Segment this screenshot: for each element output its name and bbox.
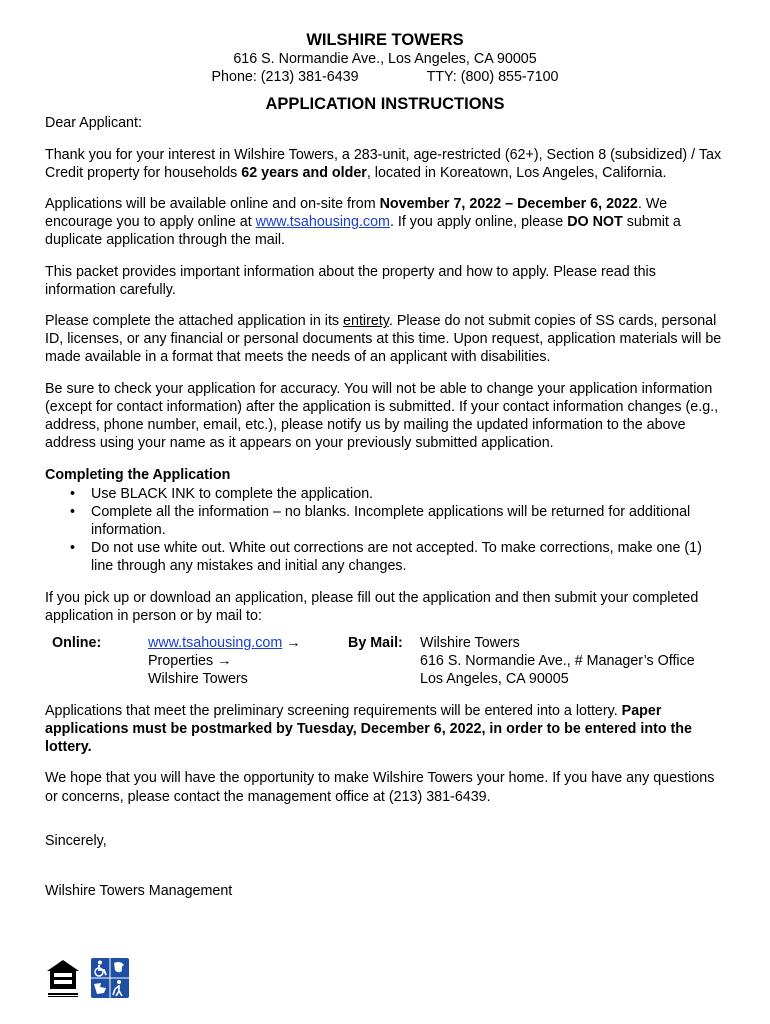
online-step-property: Wilshire Towers xyxy=(148,671,248,688)
paragraph-accuracy: Be sure to check your application for accuracy. You will not be able to change your application information (except for contact information) after the application is submitted. If your contact information changes (e.g., address, phone number, email, etc.), please notify us by mailing the updated information to the above address using your name as it appears on your previously submitted application. xyxy=(45,380,719,452)
section-heading: Completing the Application xyxy=(45,467,231,484)
paragraph-availability: Applications will be available online and on-site from November 7, 2022 – December 6, 2022. We encourage you to apply online at www.tsahousing.com. If you apply online, please DO NOT submit a duplicate application through the mail. xyxy=(45,196,681,249)
property-address: 616 S. Normandie Ave., Los Angeles, CA 90005 xyxy=(233,51,537,67)
mail-address: Wilshire Towers 616 S. Normandie Ave., # Manager’s Office Los Angeles, CA 90005 xyxy=(420,635,695,688)
list-item: • Do not use white out. White out corrections are not accepted. To make corrections, make one (1) line through any mistakes and initial any changes. xyxy=(91,539,725,575)
submission-methods xyxy=(52,634,725,689)
phone-number: Phone: (213) 381-6439 xyxy=(211,69,359,86)
signature: Wilshire Towers Management xyxy=(45,882,233,899)
list-item: • Complete all the information – no blanks. Incomplete applications will be returned for additional information. xyxy=(91,503,725,539)
property-name: WILSHIRE TOWERS xyxy=(306,31,464,49)
equal-housing-opportunity-icon xyxy=(45,958,81,1003)
paragraph-intro: Thank you for your interest in Wilshire Towers, a 283-unit, age-restricted (62+), Section 8 (subsidized) / Tax Credit property for households 62 years and older, located in Koreatown, Los Angeles, California. xyxy=(45,146,722,181)
mail-label: By Mail: xyxy=(348,635,403,652)
closing: Sincerely, xyxy=(45,832,107,849)
tsahousing-link[interactable]: www.tsahousing.com xyxy=(255,214,390,231)
tty-number: TTY: (800) 855-7100 xyxy=(426,69,559,86)
online-label: Online: xyxy=(52,635,102,652)
paragraph-complete: Please complete the attached application in its entirety. Please do not submit copies of SS cards, personal ID, licenses, or any financial or personal documents at this time. Upon request, application materials will be made available in a format that meets the needs of an applicant with disabilities. xyxy=(45,313,722,366)
salutation: Dear Applicant: xyxy=(45,115,142,132)
online-step-properties: Properties → xyxy=(148,653,232,670)
page-title: APPLICATION INSTRUCTIONS xyxy=(265,95,505,114)
paragraph-closing: We hope that you will have the opportunity to make Wilshire Towers your home. If you have any questions or concerns, please contact the management office at (213) 381-6439. xyxy=(45,770,715,805)
paragraph-lottery: Applications that meet the preliminary screening requirements will be entered into a lottery. Paper applications must be postmarked by Tuesday, December 6, 2022, in order to be entered into the lottery. xyxy=(45,702,692,756)
paragraph-submit: If you pick up or download an application, please fill out the application and then submit your completed application in person or by mail to: xyxy=(45,589,699,624)
instructions-list xyxy=(45,485,725,576)
online-link[interactable]: www.tsahousing.com xyxy=(148,635,283,652)
arrow-right-icon: → xyxy=(286,635,301,652)
document-page xyxy=(45,30,725,900)
list-item: • Use BLACK INK to complete the application. xyxy=(91,485,725,503)
accessibility-icon xyxy=(91,958,129,1003)
letterhead xyxy=(45,30,725,86)
footer-logos xyxy=(45,958,129,1003)
online-details xyxy=(148,634,348,689)
paragraph-packet: This packet provides important information about the property and how to apply. Please read this information carefully. xyxy=(45,263,656,298)
